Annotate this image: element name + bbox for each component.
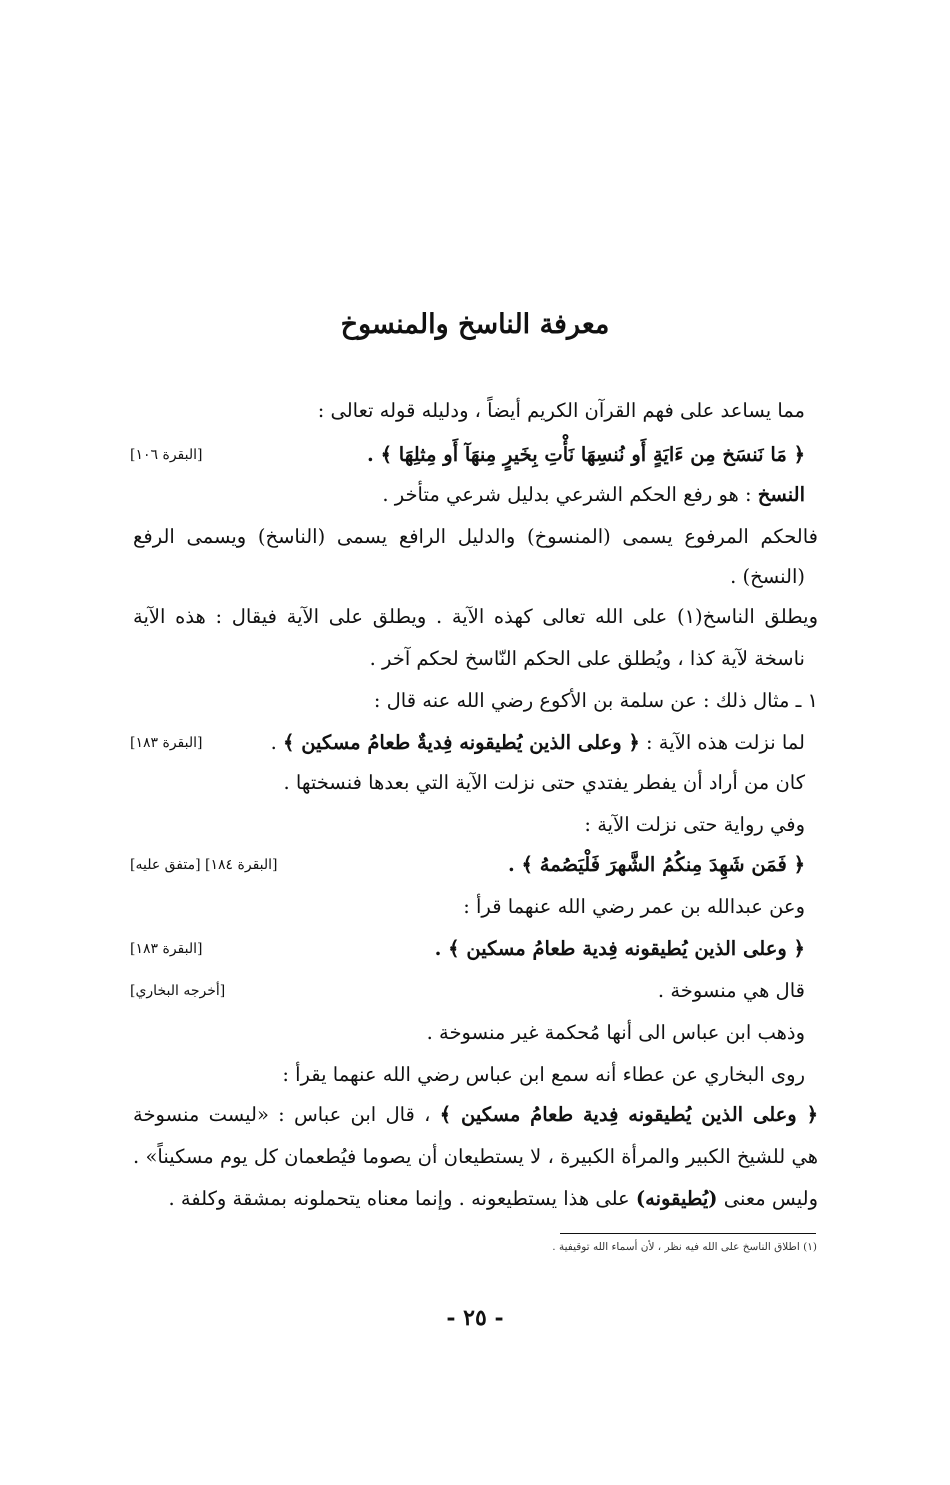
footnote: (١) اطلاق الناسخ على الله فيه نظر ، لأن أسماء الله توقيفية . [552,1241,817,1253]
verse-text: ﴿ وعلى الذين يُطيقونه فِدية طعامُ مسكين ﴾ . [434,937,805,960]
verse-line [115,438,805,472]
line-suffix: . [270,731,283,754]
line-text: وعن عبدالله بن عمر رضي الله عنهما قرأ : [463,895,805,918]
line-text: (النسخ) . [730,565,805,588]
bold-term: (يُطيقونه) [635,1187,718,1210]
definition-text: : هو رفع الحكم الشرعي بدليل شرعي متأخر . [382,483,758,506]
text-line [115,1058,805,1092]
line-text: روى البخاري عن عطاء أنه سمع ابن عباس رضي الله عنهما يقرأ : [282,1063,805,1086]
line-text: ١ ـ مثال ذلك : عن سلمة بن الأكوع رضي الله عنه قال : [373,689,818,712]
text-line [133,520,818,554]
text-line [115,808,805,842]
verse-reference: [البقرة ١٨٤] [متفق عليه] [130,857,278,873]
text-line [115,766,805,800]
text-line [115,890,805,924]
line-suffix: على هذا يستطيعونه . وإنما معناه يتحملونه بمشقة وكلفة . [168,1187,636,1210]
text-line [133,1140,818,1174]
definition-line [115,478,805,512]
verse-reference: [البقرة ١٠٦] [130,447,203,463]
hadith-reference: [أخرجه البخاري] [130,983,226,999]
verse-line [133,1098,818,1132]
line-text: مما يساعد على فهم القرآن الكريم أيضاً ، ودليله قوله تعالى : [317,399,805,422]
line-text: كان من أراد أن يفطر يفتدي حتى نزلت الآية التي بعدها فنسختها . [283,771,805,794]
line-text: قال هي منسوخة . [657,979,805,1002]
footnote-divider [560,1233,816,1234]
text-line [133,1182,818,1216]
definition-term: النسخ [757,483,805,506]
verse-text: ﴿ وعلى الذين يُطيقونه فِدية طعامُ مسكين ﴾ [439,1103,818,1126]
line-suffix: ، قال ابن عباس : «ليست منسوخة [133,1103,440,1126]
verse-line [115,932,805,966]
verse-line [115,726,805,760]
line-text: وذهب ابن عباس الى أنها مُحكمة غير منسوخة . [426,1021,805,1044]
verse-text: ﴿ مَا نَنسَخ مِن ءَايَةٍ أَو نُنسِهَا نَأْتِ بِخَيرٍ مِنهَآ أَو مِثلِهَا ﴾ . [367,443,805,466]
text-line [115,560,805,594]
verse-text: ﴿ فَمَن شَهِدَ مِنكُمُ الشَّهرَ فَلْيَصُمهُ ﴾ . [507,853,805,876]
line-text: ويطلق الناسخ(١) على الله تعالى كهذه الآية . ويطلق على الآية فيقال : هذه الآية [133,605,819,628]
text-line [133,600,818,634]
line-prefix: لما نزلت هذه الآية : [639,731,805,754]
line-text: فالحكم المرفوع يسمى (المنسوخ) والدليل الرافع يسمى (الناسخ) ويسمى الرفع [133,525,818,548]
page-title: معرفة الناسخ والمنسوخ [340,309,610,340]
line-text: وفي رواية حتى نزلت الآية : [584,813,805,836]
verse-text: ﴿ وعلى الذين يُطيقونه فِديةٌ طعامُ مسكين ﴾ [282,731,640,754]
line-text: ناسخة لآية كذا ، ويُطلق على الحكم النّاسخ لحكم آخر . [369,647,805,670]
verse-reference: [البقرة ١٨٣] [130,735,203,751]
page-number: - ٢٥ - [446,1305,504,1331]
line-prefix: وليس معنى [717,1187,818,1210]
text-line [115,642,805,676]
text-line-intro [115,394,805,428]
verse-reference: [البقرة ١٨٣] [130,941,203,957]
line-text: هي للشيخ الكبير والمرأة الكبيرة ، لا يستطيعان أن يصوما فيُطعمان كل يوم مسكيناً» . [133,1145,818,1168]
example-heading [133,684,818,718]
text-line [115,1016,805,1050]
